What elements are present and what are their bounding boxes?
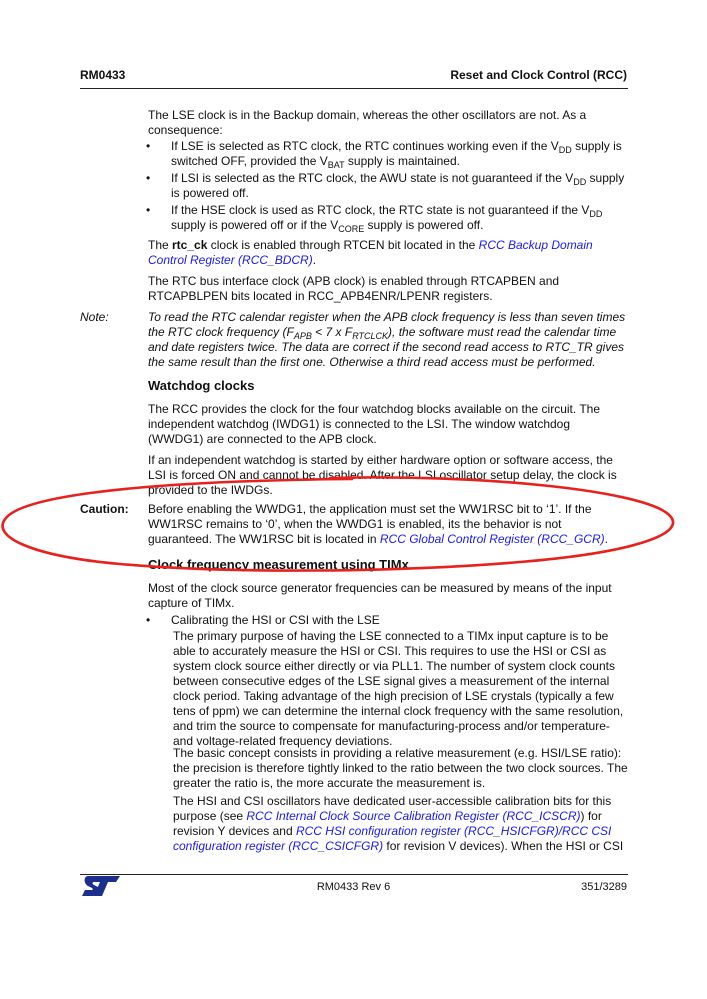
bullet-text: supply is powered off or if the V xyxy=(171,218,339,232)
annotation-ellipse xyxy=(0,470,707,590)
doc-id-header: RM0433 xyxy=(80,68,126,82)
rtc-bus-paragraph: The RTC bus interface clock (APB clock) is enabled through RTCAPBEN and RTCAPBLPEN bits located in RCC_APB4ENR/LPENR registers. xyxy=(148,274,560,303)
header-rule xyxy=(80,88,628,89)
text: for revision V devices). When the HSI or CSI xyxy=(383,839,624,853)
footer-doc-rev: RM0433 Rev 6 xyxy=(316,881,391,893)
note-label: Note: xyxy=(80,310,109,324)
text: / xyxy=(558,824,563,838)
rtcck-paragraph xyxy=(148,238,628,268)
bullet-text: If the HSE clock is used as RTC clock, the RTC state is not guaranteed if the V xyxy=(171,203,590,217)
text: . xyxy=(604,532,608,546)
subscript: DD xyxy=(573,177,587,187)
text: Before enabling the WWDG1, the application must set the WW1RSC bit to ‘1’. If the WW1RSC remains to ‘0’, when the WWDG1 is enabled, its the behavior is not guaranteed. The WW1RSC bit is located in xyxy=(148,502,592,546)
list-item: • If LSI is selected as the RTC clock, the AWU state is not guaranteed if the $V_{DD}$ supply is powered off. xyxy=(146,171,625,200)
subscript: BAT xyxy=(327,160,345,170)
subscript: RTCLCK xyxy=(352,331,389,341)
clock-freq-paragraph-4 xyxy=(173,794,628,854)
subscript: APB xyxy=(293,331,312,341)
text: clock is enabled through RTCEN bit located in the xyxy=(207,238,479,252)
text: < 7 x F xyxy=(311,325,353,339)
intro-paragraph: The LSE clock is in the Backup domain, whereas the other oscillators are not. As a consequence: xyxy=(148,108,587,137)
bullet-text: Calibrating the HSI or CSI with the LSE xyxy=(171,613,380,627)
subscript: DD xyxy=(558,145,572,155)
clock-freq-paragraph-1: Most of the clock source generator frequencies can be measured by means of the input capture of TIMx. xyxy=(148,581,612,610)
bullet-text: If LSI is selected as the RTC clock, the AWU state is not guaranteed if the V xyxy=(171,171,574,185)
bullet-text: supply is powered off. xyxy=(171,171,625,200)
bold-term: rtc_ck xyxy=(172,238,208,252)
watchdog-paragraph-2: If an independent watchdog is started by either hardware option or software access, the LSI is forced ON and cannot be disabled. After the LSI oscillator setup delay, the clock is provided to the IWDGs. xyxy=(148,453,617,497)
bullet-text: supply is maintained. xyxy=(344,154,460,168)
text: To read the RTC calendar register when the APB clock frequency is less than seven times the RTC clock frequency (F xyxy=(148,310,626,339)
rcc-gcr-link[interactable]: RCC Global Control Register (RCC_GCR) xyxy=(379,532,605,546)
section-title-header: Reset and Clock Control (RCC) xyxy=(450,68,627,82)
list-item: • If LSE is selected as RTC clock, the RTC continues working even if the $V_{DD}$ supply is switched OFF, provided the $V_{BAT}$ supply is maintained. xyxy=(146,139,622,170)
rcc-icscr-link[interactable]: RCC Internal Clock Source Calibration Register (RCC_ICSCR) xyxy=(246,809,581,823)
rcc-csicfgr-link[interactable]: RCC CSI configuration register (RCC_CSICFGR) xyxy=(173,824,612,853)
rcc-bdcr-link[interactable]: RCC Backup Domain Control Register (RCC_BDCR) xyxy=(148,238,593,267)
bullet-text: supply is powered off. xyxy=(364,218,484,232)
clock-freq-paragraph-2: The primary purpose of having the LSE connected to a TIMx input capture is to be able to accurately measure the HSI or CSI. This requires to use the HSI or CSI as system clock source either directly or via PLL1. The number of system clock counts between consecutive edges of the LSE signal gives a measurement of the internal clock period. Taking advantage of the high precision of LSE crystals (typically a few tens of ppm) we can determine the internal clock frequency with the same resolution, and trim the source to compensate for manufacturing-process and/or temperature- and voltage-related frequency deviations. xyxy=(173,629,624,748)
bullet-text: If LSE is selected as RTC clock, the RTC continues working even if the V xyxy=(171,139,559,153)
footer-rule xyxy=(80,874,628,875)
clock-freq-heading: Clock frequency measurement using TIMx xyxy=(148,557,409,572)
watchdog-paragraph-1: The RCC provides the clock for the four watchdog blocks available on the circuit. The independent watchdog (IWDG1) is connected to the LSI. The window watchdog (WWDG1) are connected to the APB clock. xyxy=(148,402,601,446)
text: The xyxy=(148,238,173,252)
list-item: • If the HSE clock is used as RTC clock, the RTC state is not guaranteed if the $V_{DD}$ supply is powered off or if the $V_{CORE}$ supply is powered off. xyxy=(146,203,603,234)
text: The HSI and CSI oscillators have dedicated user-accessible calibration bits for this purpose (see xyxy=(173,794,612,823)
text: ) for revision Y devices and xyxy=(173,809,602,838)
text: ), the software must read the calendar time and date registers twice. The data are correct if the second read access to RTC_TR gives the same result than the first one. Otherwise a third read access must be performed. xyxy=(148,325,625,369)
caution-label: Caution: xyxy=(80,502,129,516)
text: . xyxy=(312,253,317,267)
rcc-hsicfgr-link[interactable]: RCC HSI configuration register (RCC_HSICFGR) xyxy=(295,824,559,838)
footer-page-number: 351/3289 xyxy=(581,881,627,893)
watchdog-heading: Watchdog clocks xyxy=(148,378,255,393)
note-paragraph xyxy=(148,310,628,370)
bullet-text: supply is switched OFF, provided the V xyxy=(171,139,622,168)
subscript: DD xyxy=(589,209,603,219)
subscript: CORE xyxy=(338,224,365,234)
list-item: • Calibrating the HSI or CSI with the LSE xyxy=(148,613,628,628)
clock-freq-paragraph-3: The basic concept consists in providing a relative measurement (e.g. HSI/LSE ratio): the precision is therefore tightly linked to the ratio between the two clock sources. The greater the ratio is, the more accurate the measurement is. xyxy=(173,746,628,790)
